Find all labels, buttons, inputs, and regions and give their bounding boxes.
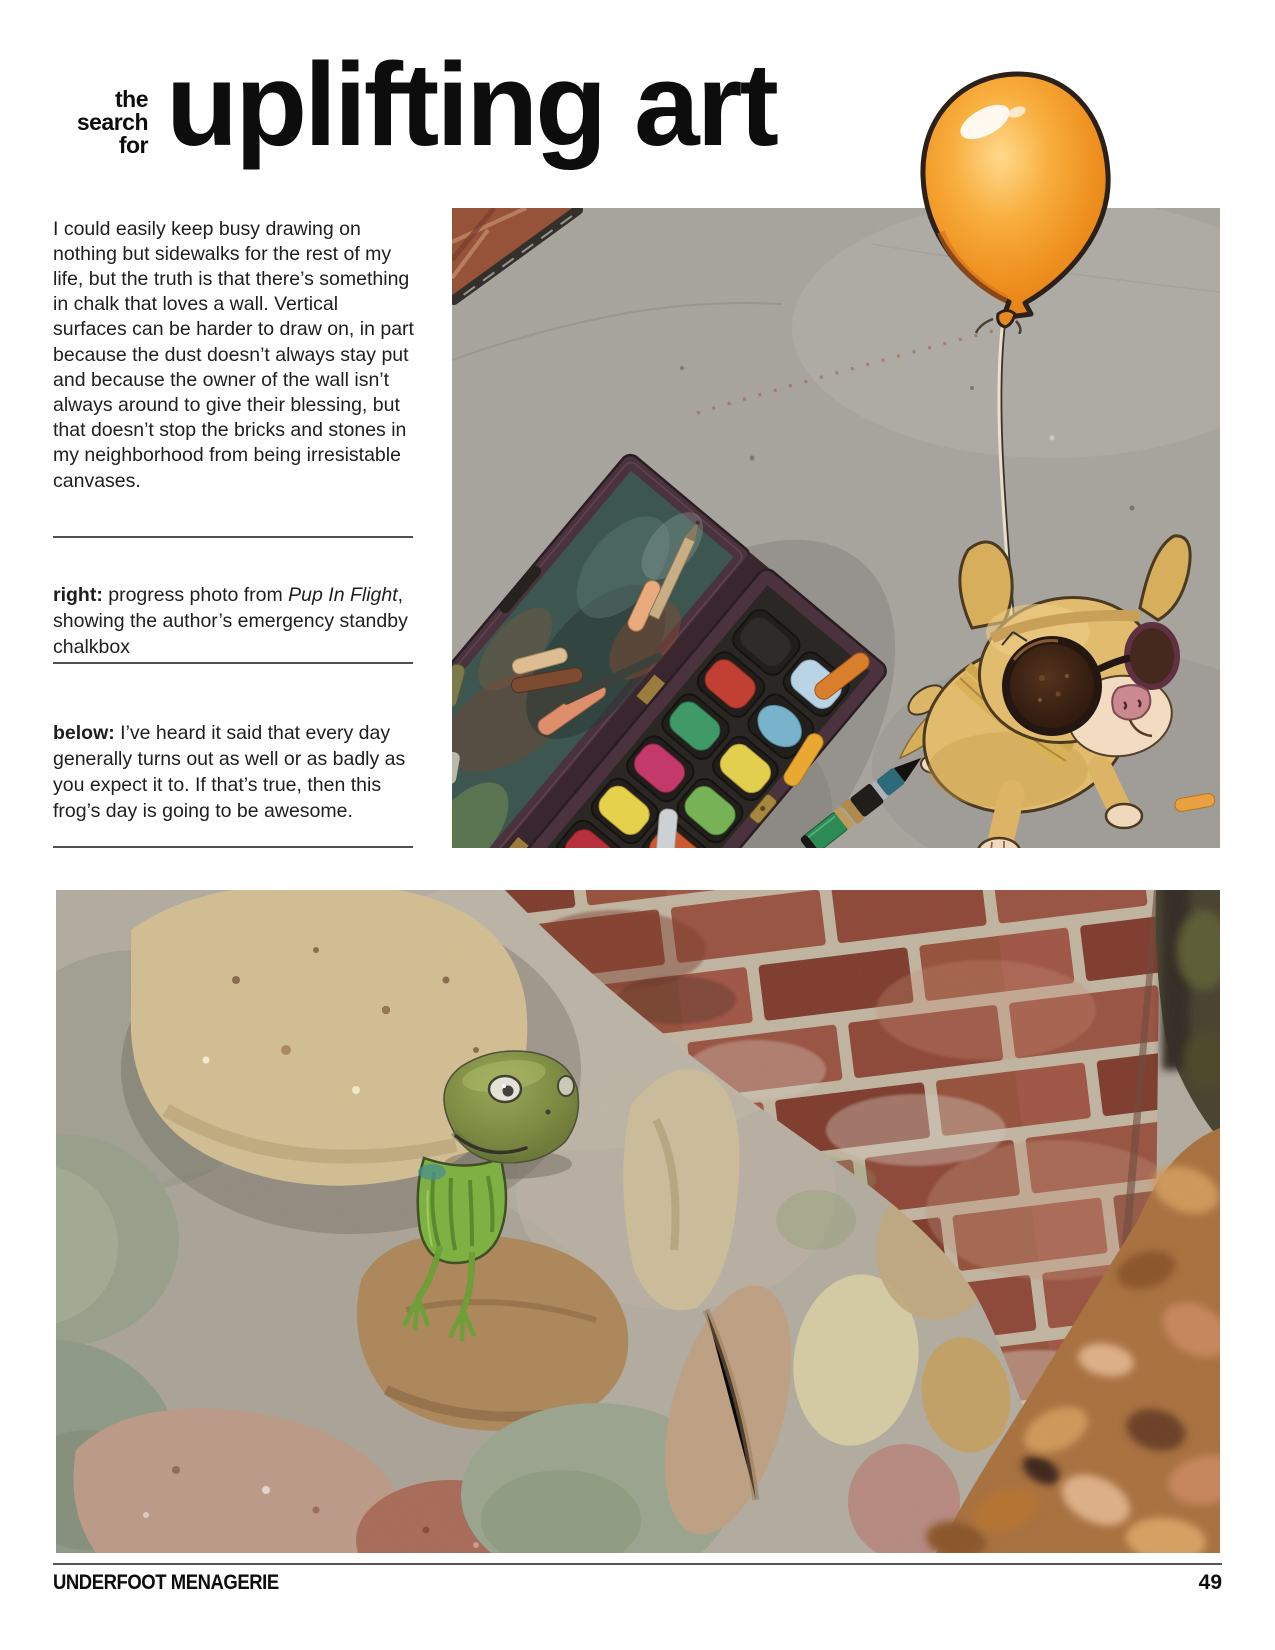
caption-text: progress photo from (102, 583, 289, 606)
caption-text: I’ve heard it said that every day generally turns out as well or as badly as you expect it to. If that’s true, then this frog’s day is going to be awesome. (53, 721, 406, 822)
page-title: uplifting art (166, 39, 776, 171)
footer-section-title: UNDERFOOT MENAGERIE (53, 1571, 279, 1594)
kicker-line: for (118, 132, 148, 158)
chalk-balloon-illustration (903, 56, 1133, 334)
caption-italic-title: Pup In Flight (288, 583, 398, 606)
caption-label: below: (53, 721, 115, 744)
footer-rule (53, 1563, 1222, 1565)
page-number: 49 (1198, 1571, 1222, 1594)
photo-frog-wall (56, 890, 1220, 1553)
divider-rule (53, 662, 413, 664)
kicker-line: search (76, 109, 148, 135)
photo-grain (56, 890, 1220, 1553)
caption-right (53, 582, 417, 660)
caption-below (53, 720, 417, 824)
divider-rule (53, 846, 413, 848)
kicker-line: the (115, 86, 148, 112)
divider-rule (53, 536, 413, 538)
intro-paragraph: I could easily keep busy drawing on nothing but sidewalks for the rest of my life, but the truth is that there’s something in chalk that loves a wall. Vertical surfaces can be harder to draw on, in part because the dust doesn’t always stay put and because the owner of the wall isn’t always around to give their blessing, but that doesn’t stop the bricks and stones in my neighborhood from being irresistable canvases. (53, 217, 414, 492)
caption-label: right: (53, 583, 103, 606)
kicker (40, 88, 148, 157)
caption-text: , showing the author’s emergency standby chalkbox (53, 583, 408, 658)
balloon (923, 74, 1108, 334)
